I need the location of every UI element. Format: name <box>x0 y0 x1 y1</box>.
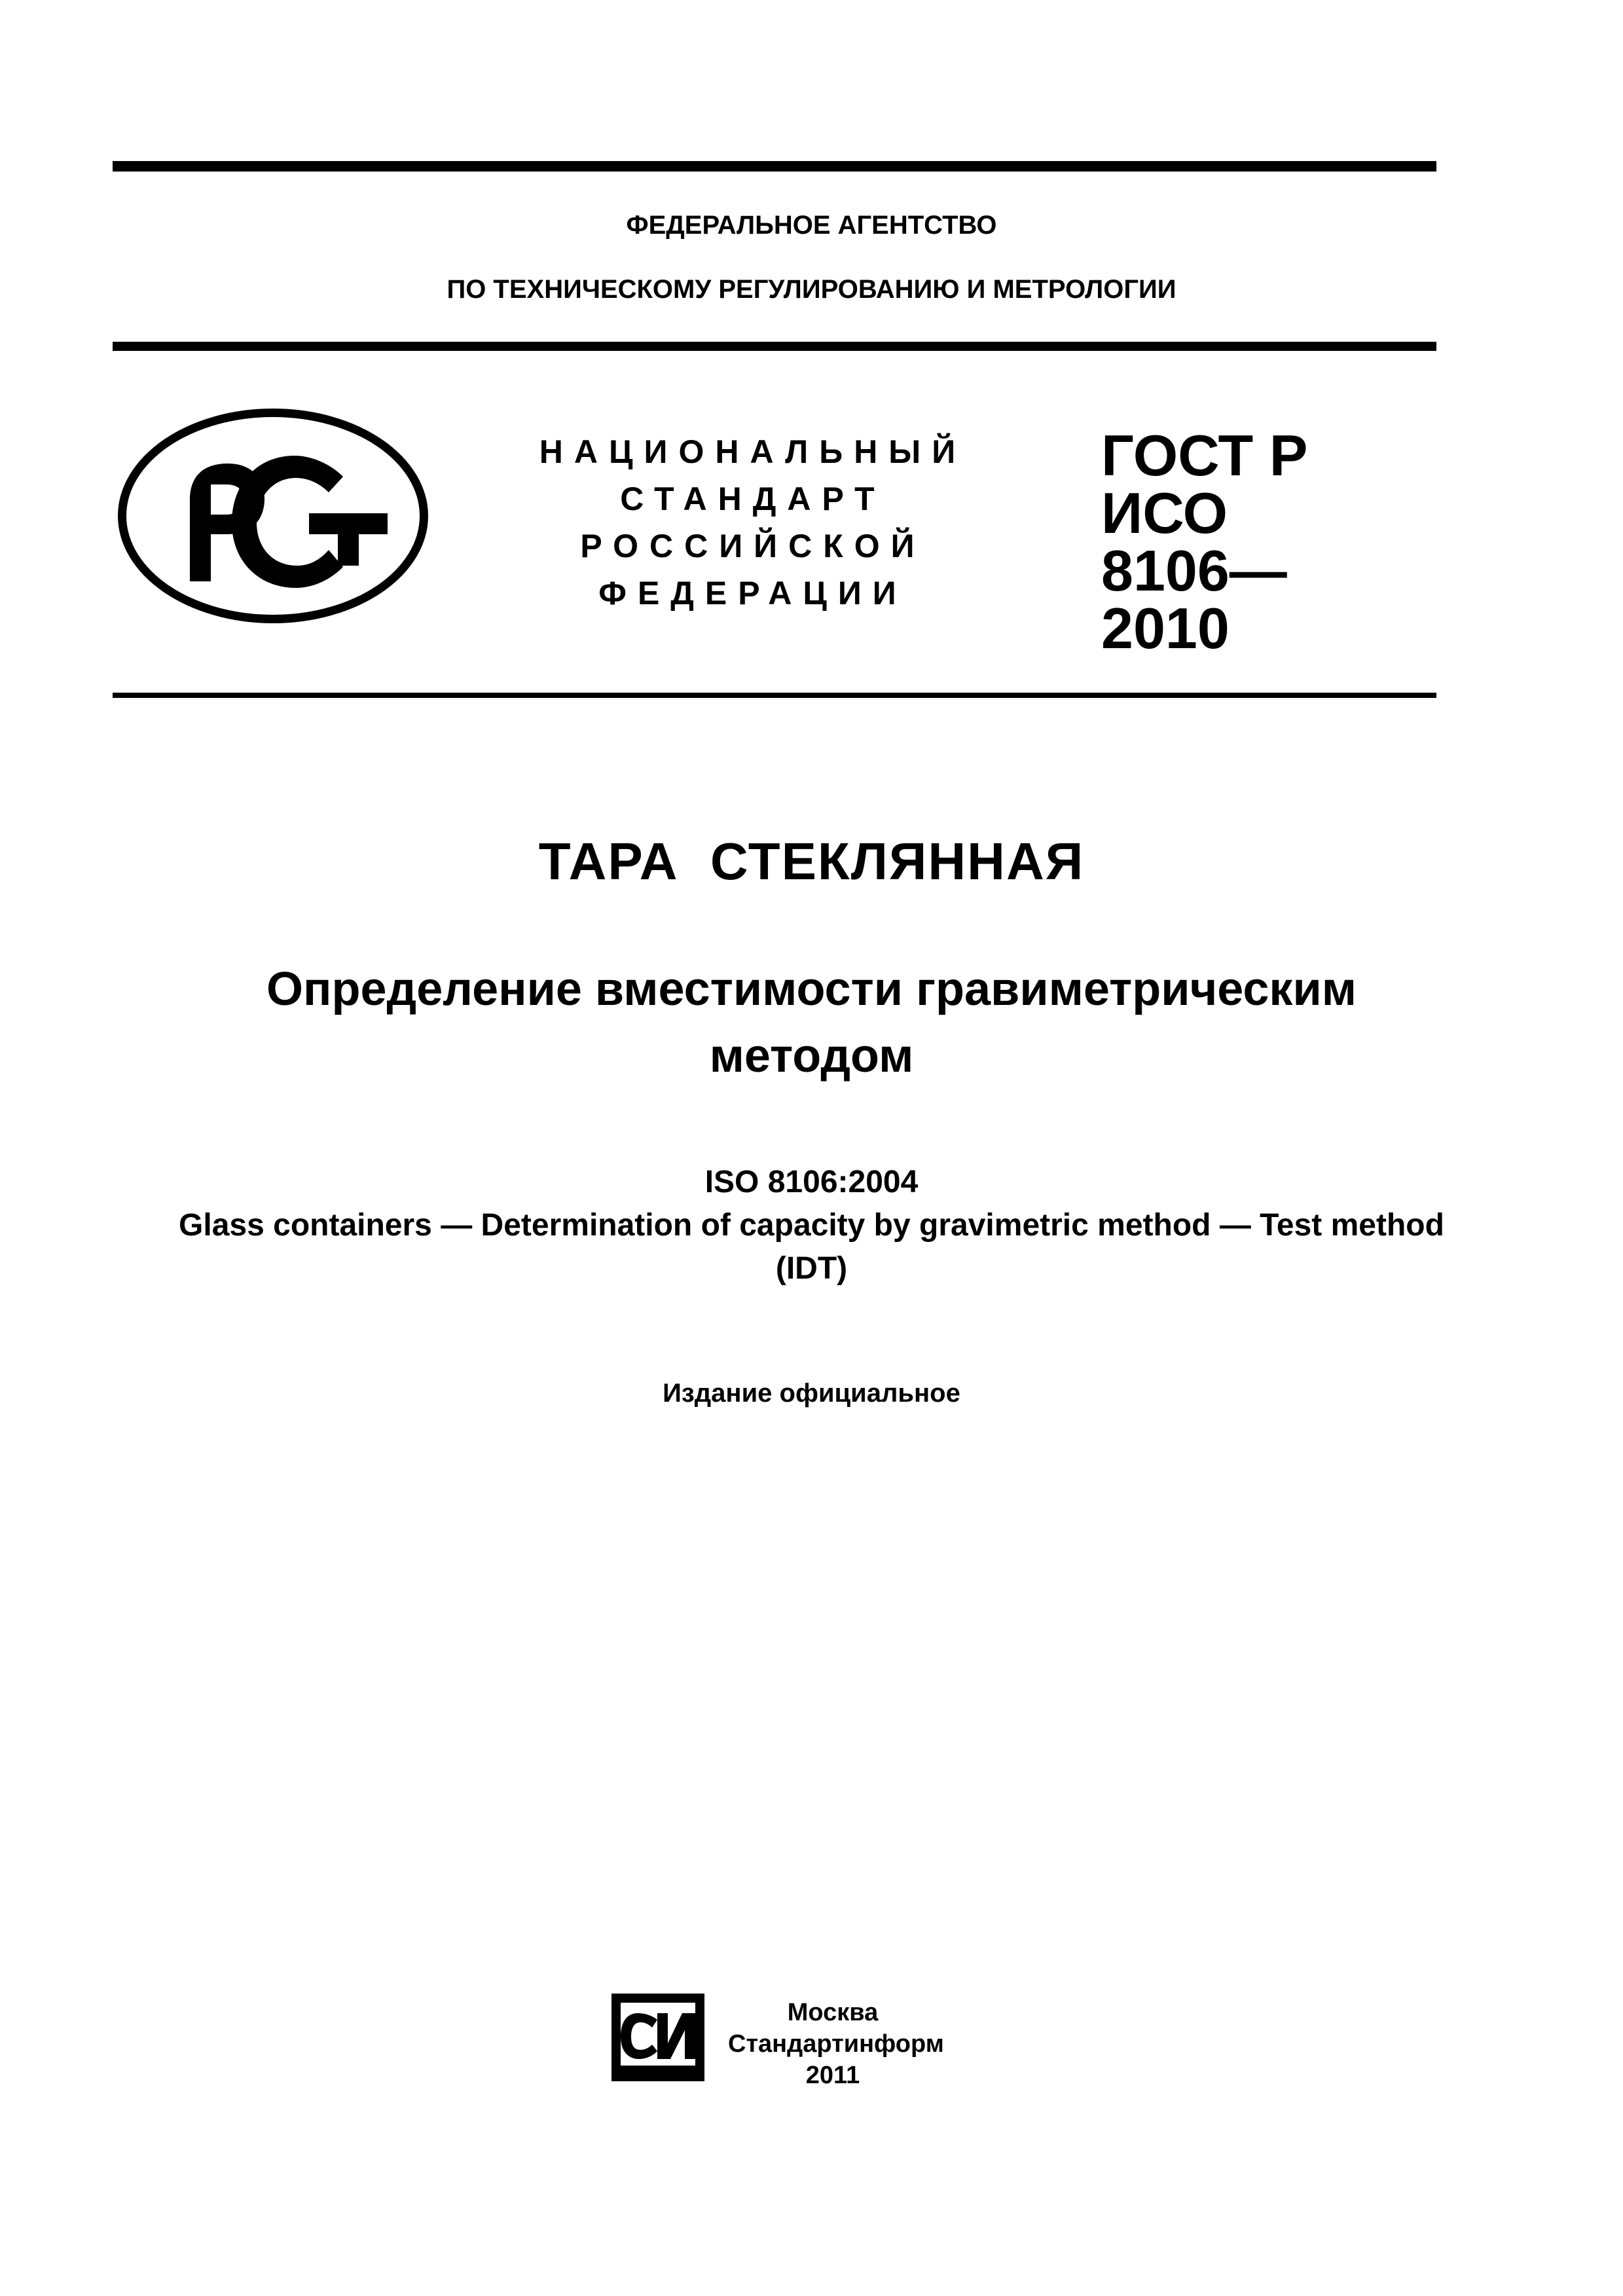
publisher-logo-icon <box>611 1994 704 2081</box>
header-rule <box>113 342 1436 351</box>
imprint-year: 2011 <box>805 2062 860 2089</box>
imprint <box>728 1997 944 2091</box>
iso-number: ISO 8106:2004 <box>704 1165 919 1199</box>
imprint-city: Москва <box>787 1999 879 2026</box>
imprint-publisher: Стандартинформ <box>728 2030 944 2058</box>
standard-designation <box>1101 423 1442 661</box>
designation-line-1: ГОСТ Р ИСО <box>1101 423 1308 545</box>
national-line-3: РОССИЙСКОЙ <box>580 528 926 564</box>
designation-line-2: 8106— <box>1101 538 1287 603</box>
designation-line-3: 2010 <box>1101 596 1230 661</box>
document-subtitle <box>0 956 1623 1089</box>
national-line-4: ФЕДЕРАЦИИ <box>598 575 907 611</box>
document-title: ТАРА СТЕКЛЯННАЯ <box>538 832 1085 890</box>
rst-certification-logo-icon <box>113 403 433 629</box>
edition-label: Издание официальное <box>663 1379 960 1408</box>
masthead-rule <box>113 693 1436 698</box>
agency-line-1: ФЕДЕРАЛЬНОЕ АГЕНТСТВО <box>626 211 997 240</box>
subtitle-line-2: методом <box>709 1030 914 1082</box>
national-line-1: НАЦИОНАЛЬНЫЙ <box>539 433 967 470</box>
iso-reference <box>0 1161 1623 1290</box>
agency-line-2: ПО ТЕХНИЧЕСКОМУ РЕГУЛИРОВАНИЮ И МЕТРОЛОГИИ <box>447 275 1176 304</box>
iso-equivalence: (IDT) <box>775 1251 848 1286</box>
national-standard-label <box>511 428 995 617</box>
national-line-2: СТАНДАРТ <box>620 481 886 517</box>
top-rule <box>113 161 1436 172</box>
subtitle-line-1: Определение вместимости гравиметрическим <box>266 963 1357 1015</box>
iso-english-title: Glass containers — Determination of capacity by gravimetric method — Test method <box>179 1208 1444 1243</box>
